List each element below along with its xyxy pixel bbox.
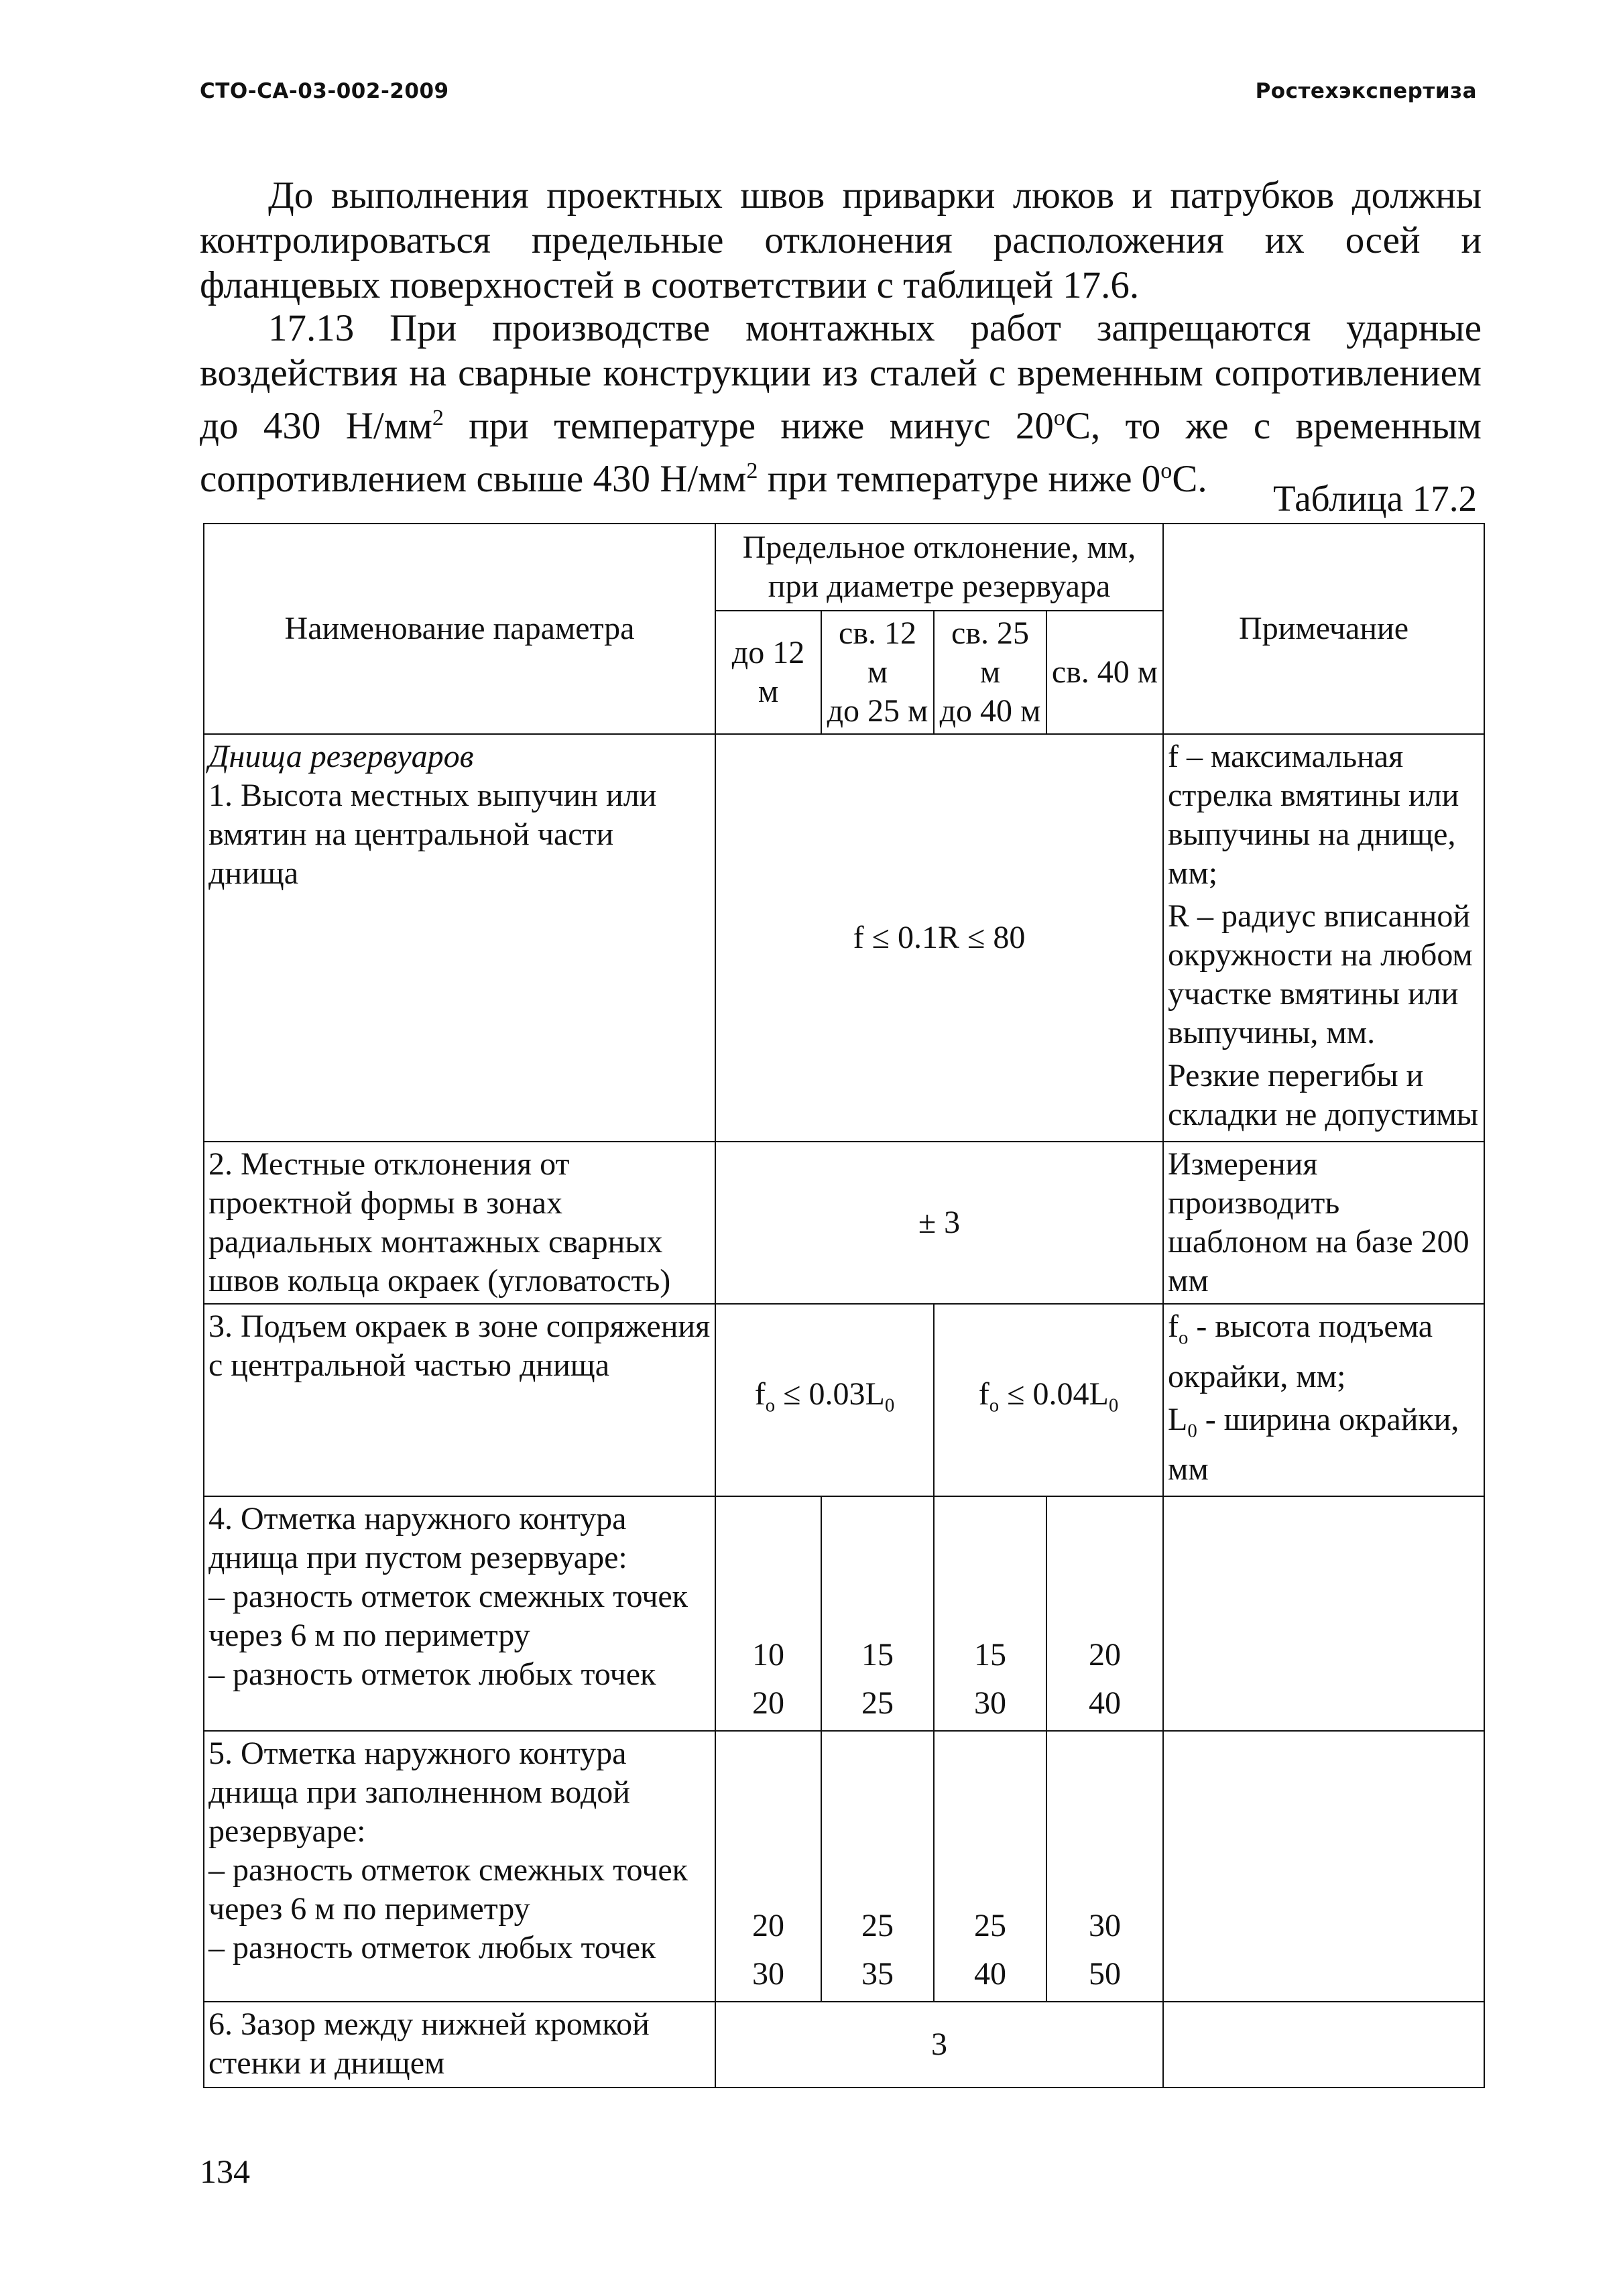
table-row (204, 2002, 1484, 2088)
row6-value: 3 (715, 2002, 1163, 2088)
row2-value: ± 3 (715, 1142, 1163, 1304)
row5-d3: 25 40 (934, 1731, 1046, 2002)
paragraph-intro (200, 173, 1482, 308)
row5-d2: 25 35 (821, 1731, 934, 2002)
header-note: Примечание (1163, 524, 1484, 734)
row2-note: Измерения производить шаблоном на базе 200 мм (1163, 1142, 1484, 1304)
row3-value-large: $f_о \le 0.04L_0$ (934, 1304, 1163, 1496)
document-code: СТО-СА-03-002-2009 (200, 79, 449, 103)
header-param: Наименование параметра (204, 524, 715, 734)
row2-param: 2. Местные отклонения от проектной формы в зонах радиальных монтажных сварных швов кольца окраек (угловатость) (204, 1142, 715, 1304)
tolerance-table (203, 523, 1485, 2088)
row4-param: 4. Отметка наружного контура днища при пустом резервуаре: – разность отметок смежных точек через 6 м по периметру – разность отметок любых точек (204, 1496, 715, 1731)
section-title: Днища резервуаров (208, 739, 474, 774)
table-caption: Таблица 17.2 (1273, 478, 1477, 519)
table-row (204, 1304, 1484, 1496)
row5-param: 5. Отметка наружного контура днища при заполненном водой резервуаре: – разность отметок смежных точек через 6 м по периметру – разность отметок любых точек (204, 1731, 715, 2002)
header-deviation: Предельное отклонение, мм, при диаметре резервуара (715, 524, 1163, 611)
table-row (204, 734, 1484, 1142)
page-number: 134 (200, 2153, 250, 2190)
table-header-row (204, 524, 1484, 611)
row5-d4: 30 50 (1046, 1731, 1163, 2002)
row5-note (1163, 1731, 1484, 2002)
row3-param: 3. Подъем окраек в зоне сопряжения с центральной частью днища (204, 1304, 715, 1496)
row4-d2: 15 25 (821, 1496, 934, 1731)
row4-d3: 15 30 (934, 1496, 1046, 1731)
row6-note (1163, 2002, 1484, 2088)
row4-d4: 20 40 (1046, 1496, 1163, 1731)
paragraph-text: До выполнения проектных швов приварки люков и патрубков должны контролироваться предельные отклонения расположения их осей и фланцевых поверхностей в соответствии с таблицей 17.6. (200, 174, 1482, 306)
row1-note: f – максимальная стрелка вмятины или выпучины на днище, мм; R – радиус вписанной окружности на любом участке вмятины или выпучины, мм. Резкие перегибы и складки не допустимы (1163, 734, 1484, 1142)
header-d-12-25: св. 12 м до 25 м (821, 611, 934, 734)
row3-value-small: $f_о \le 0.03L_0$ (715, 1304, 934, 1496)
header-d-25-40: св. 25 м до 40 м (934, 611, 1046, 734)
row6-param: 6. Зазор между нижней кромкой стенки и днищем (204, 2002, 715, 2088)
row5-d1: 20 30 (715, 1731, 821, 2002)
row3-note: $f_о$ - высота подъема окрайки, мм; $L_0$ - ширина окрайки, мм (1163, 1304, 1484, 1496)
header-d-over-40: св. 40 м (1046, 611, 1163, 734)
row1-param: Днища резервуаров 1. Высота местных выпучин или вмятин на центральной части днища (204, 734, 715, 1142)
table-row (204, 1142, 1484, 1304)
organization-name: Ростехэкспертиза (1255, 79, 1477, 103)
table-row (204, 1496, 1484, 1731)
table-row (204, 1731, 1484, 2002)
row4-note (1163, 1496, 1484, 1731)
row4-d1: 10 20 (715, 1496, 821, 1731)
header-d-up-to-12: до 12 м (715, 611, 821, 734)
paragraph-17-13: 17.13 При производстве монтажных работ запрещаются ударные воздействия на сварные конструкции из сталей с временным сопротивлением до 430 $Н/мм^2$ при температуре ниже минус $20^оС$, то же с временным сопротивлением свыше 430 $Н/мм^2$ при температуре ниже $0^оС$. (200, 307, 1482, 500)
row1-value: f ≤ 0.1R ≤ 80 (715, 734, 1163, 1142)
